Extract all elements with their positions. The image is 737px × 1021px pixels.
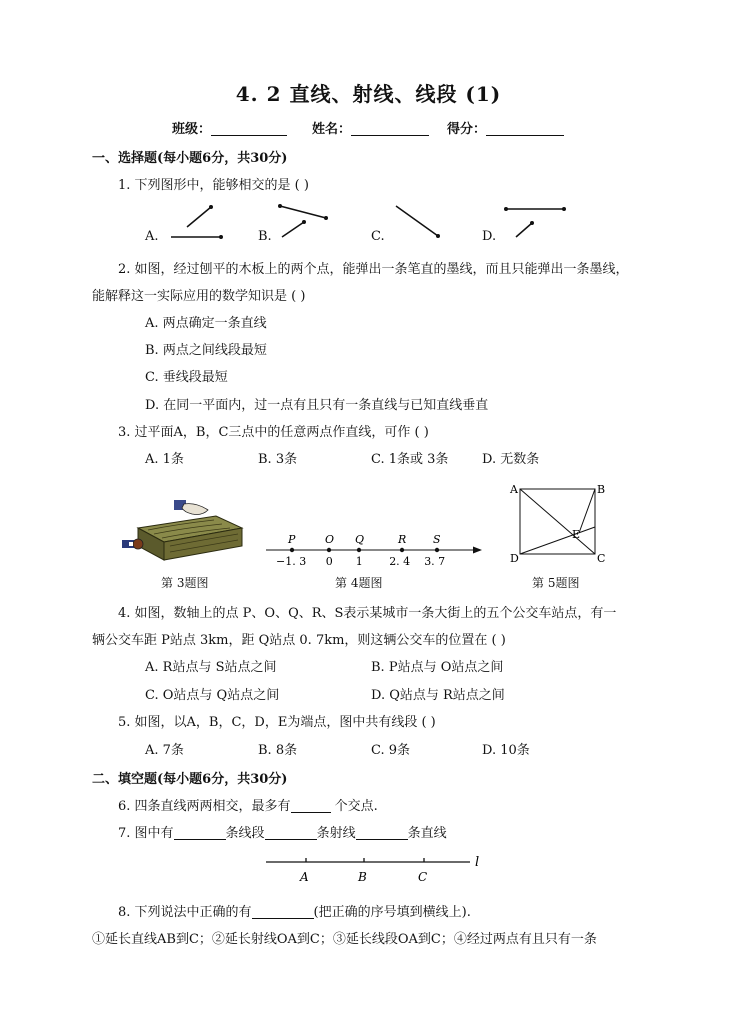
score-field (447, 118, 564, 137)
figure3-caption: 第 3题图 (161, 576, 209, 590)
fig5-label-d: D (510, 552, 519, 564)
q7-text-pre: 7. 图中有 (118, 826, 174, 841)
name-blank[interactable] (351, 121, 429, 136)
q4-option-d[interactable]: D. Q站点与 R站点之间 (371, 688, 505, 703)
fig4-value-r: 2. 4 (389, 555, 411, 568)
q3-option-a[interactable]: A. 1条 (145, 452, 184, 467)
q2-stem-line2: 能解释这一实际应用的数学知识是 ( ) (92, 289, 306, 304)
fig4-label-p: P (288, 533, 296, 546)
fig7-label-l: l (475, 855, 480, 870)
q2-option-a[interactable]: A. 两点确定一条直线 (145, 316, 267, 331)
page-title: 4. 2 直线、射线、线段 (1) (235, 82, 502, 106)
q8-stem (118, 901, 471, 920)
q7-text-post: 条直线 (407, 826, 447, 841)
q7-rays-blank[interactable] (265, 825, 317, 840)
class-field (172, 118, 287, 137)
fig5-label-a: A (510, 483, 518, 496)
q3-option-b[interactable]: B. 3条 (258, 452, 298, 467)
fig5-label-e: E (572, 528, 581, 541)
q1-option-c[interactable]: C. (371, 229, 385, 244)
fig4-label-r: R (398, 533, 407, 546)
q6-text-post: 个交点. (330, 799, 378, 814)
fig4-value-p: −1. 3 (276, 555, 307, 568)
fig4-value-o: 0 (325, 555, 333, 568)
q8-text-pre: 8. 下列说法中正确的有 (118, 905, 252, 920)
q7-text-mid2: 条射线 (316, 826, 356, 841)
q4-stem-line2: 辆公交车距 P站点 3km，距 Q站点 0. 7km，则这辆公交车的位置在 ( ) (92, 633, 506, 648)
q5-option-a[interactable]: A. 7条 (145, 743, 184, 758)
q8-answer-blank[interactable] (252, 904, 314, 919)
class-blank[interactable] (211, 121, 287, 136)
q3-option-c[interactable]: C. 1条或 3条 (371, 452, 449, 467)
ink-reel-icon (122, 539, 143, 549)
name-label: 姓名： (312, 122, 352, 137)
q5-option-b[interactable]: B. 8条 (258, 743, 298, 758)
q3-stem: 3. 过平面A，B，C三点中的任意两点作直线，可作 ( ) (118, 425, 429, 440)
figure3-woodboard (118, 498, 248, 568)
q5-option-c[interactable]: C. 9条 (371, 743, 411, 758)
q6-stem (118, 795, 378, 814)
q2-stem-line1: 2. 如图，经过刨平的木板上的两个点，能弹出一条笔直的墨线，而且只能弹出一条墨线， (118, 262, 629, 277)
fig4-point-p (290, 548, 294, 552)
q2-option-b[interactable]: B. 两点之间线段最短 (145, 343, 267, 358)
section-choice-heading: 一、选择题(每小题6分，共30分) (92, 151, 288, 166)
score-blank[interactable] (486, 121, 564, 136)
q2-option-d[interactable]: D. 在同一平面内，过一点有且只有一条直线与已知直线垂直 (145, 398, 489, 413)
fig4-value-q: 1 (355, 555, 363, 568)
fig7-label-b: B (358, 870, 367, 884)
q6-answer-blank[interactable] (291, 798, 331, 813)
q2-option-c[interactable]: C. 垂线段最短 (145, 370, 228, 385)
q4-option-b[interactable]: B. P站点与 O站点之间 (371, 660, 504, 675)
figure4-caption: 第 4题图 (335, 576, 383, 590)
fig4-label-q: Q (355, 533, 365, 546)
hand-icon (174, 500, 208, 515)
q4-option-c[interactable]: C. O站点与 Q站点之间 (145, 688, 280, 703)
class-label: 班级： (172, 122, 212, 137)
section-fill-heading: 二、填空题(每小题6分，共30分) (92, 772, 288, 787)
wood-board-illustration (138, 516, 242, 560)
fig4-point-s (435, 548, 439, 552)
fig4-value-s: 3. 7 (424, 555, 446, 568)
fig4-label-s: S (433, 533, 441, 546)
q7-stem (118, 822, 447, 841)
q8-text-post: (把正确的序号填到横线上). (313, 905, 471, 920)
q4-option-a[interactable]: A. R站点与 S站点之间 (145, 660, 277, 675)
fig4-point-r (400, 548, 404, 552)
q1-figures (160, 196, 580, 246)
q1-figure-c (396, 206, 440, 238)
fig4-point-o (327, 548, 331, 552)
q3-option-d[interactable]: D. 无数条 (482, 452, 540, 467)
figure4-number-line (262, 528, 487, 572)
name-field (312, 118, 429, 137)
figure5-caption: 第 5题图 (532, 576, 580, 590)
q5-option-d[interactable]: D. 10条 (482, 743, 530, 758)
q7-text-mid1: 条线段 (225, 826, 265, 841)
fig4-point-q (357, 548, 361, 552)
fig7-label-a: A (300, 870, 309, 884)
figure7-line (262, 850, 492, 886)
q1-figure-b (278, 204, 328, 237)
fig5-label-c: C (597, 552, 606, 564)
q1-figure-a (171, 205, 223, 239)
score-label: 得分： (447, 122, 487, 137)
q1-option-a[interactable]: A. (145, 229, 159, 244)
q7-segments-blank[interactable] (174, 825, 226, 840)
q1-option-b[interactable]: B. (258, 229, 272, 244)
q5-stem: 5. 如图，以A，B，C，D，E为端点，图中共有线段 ( ) (118, 715, 436, 730)
figure5-square (508, 482, 608, 564)
q6-text-pre: 6. 四条直线两两相交，最多有 (118, 799, 291, 814)
q4-stem-line1: 4. 如图，数轴上的点 P、O、Q、R、S表示某城市一条大街上的五个公交车站点，有一 (118, 606, 617, 621)
q1-stem: 1. 下列图形中，能够相交的是 ( ) (118, 178, 309, 193)
fig4-label-o: O (325, 533, 335, 546)
q1-figure-d (504, 207, 566, 237)
fig7-label-c: C (418, 870, 428, 884)
q7-lines-blank[interactable] (356, 825, 408, 840)
fig5-label-b: B (597, 483, 606, 496)
q1-option-d[interactable]: D. (482, 229, 497, 244)
arrow-right-icon (473, 547, 482, 554)
q8-statements: ①延长直线AB到C；②延长射线OA到C；③延长线段OA到C；④经过两点有且只有一条 (92, 932, 597, 947)
